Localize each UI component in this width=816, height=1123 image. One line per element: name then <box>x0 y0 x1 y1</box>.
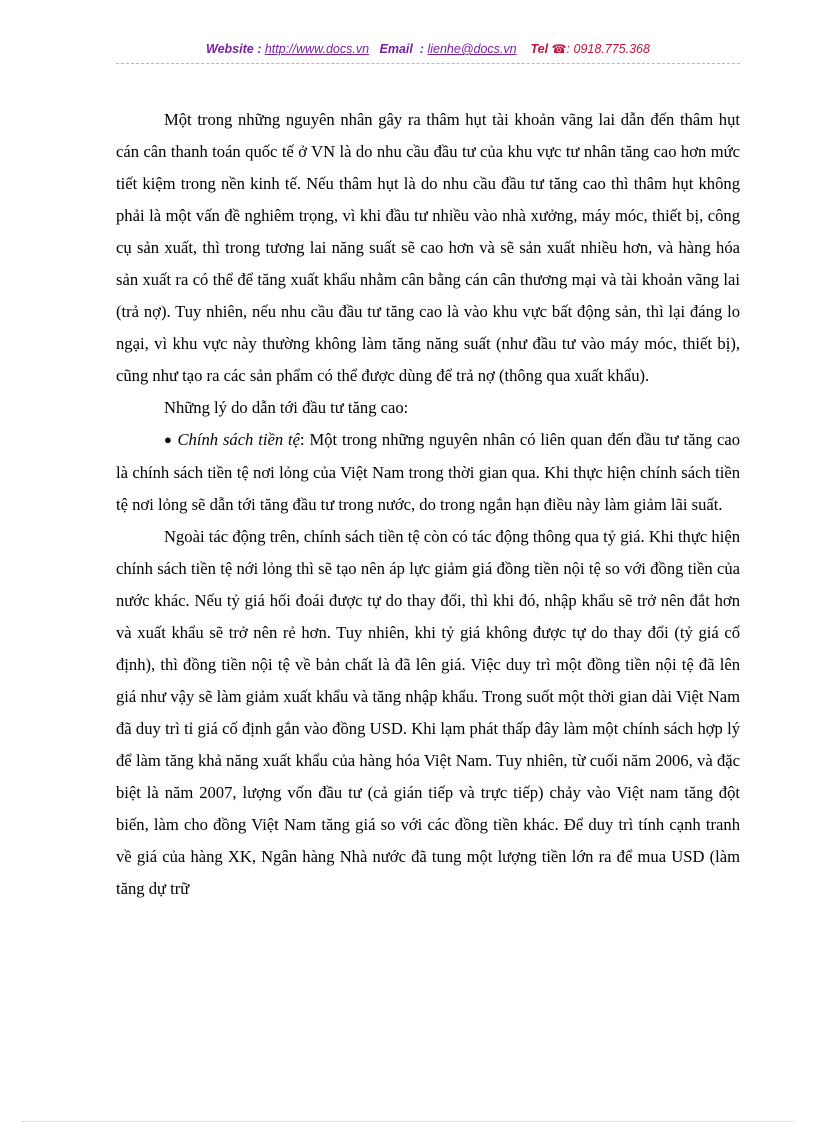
paragraph-3 <box>116 424 740 521</box>
email-label: Email <box>379 42 413 56</box>
tel-number: : 0918.775.368 <box>566 42 650 56</box>
tel-label: Tel <box>530 42 549 56</box>
paragraph-1: Một trong những nguyên nhân gây ra thâm hụt tài khoản vãng lai dẫn đến thâm hụt cán cân thanh toán quốc tế ở VN là do nhu cầu đầu tư của khu vực tư nhân tăng cao hơn mức tiết kiệm trong nền kinh tế. Nếu thâm hụt là do nhu cầu đầu tư tăng cao thì thâm hụt không phải là một vấn đề nghiêm trọng, vì khi đầu tư nhiều vào nhà xưởng, máy móc, thiết bị, công cụ sản xuất, thì trong tương lai năng suất sẽ cao hơn và sẽ sản xuất nhiều hơn, và hàng hóa sản xuất ra có thể để tăng xuất khẩu nhằm cân bằng cán cân thương mại và tài khoản vãng lai (trả nợ). Tuy nhiên, nếu nhu cầu đầu tư tăng cao là vào khu vực bất động sản, thì lại đáng lo ngại, vì khu vực này thường không làm tăng năng suất (như đầu tư vào máy móc, thiết bị), cũng như tạo ra các sản phẩm có thể được dùng để trả nợ (thông qua xuất khẩu). <box>116 110 740 385</box>
paragraph-2: Những lý do dẫn tới đầu tư tăng cao: <box>164 398 409 417</box>
bullet-icon: ● <box>164 432 173 447</box>
telephone-icon: ☎ <box>551 42 567 56</box>
email-link[interactable]: lienhe@docs.vn <box>427 42 517 56</box>
header-divider <box>116 63 740 64</box>
paragraph-4: Ngoài tác động trên, chính sách tiền tệ còn có tác động thông qua tỷ giá. Khi thực hiện chính sách tiền tệ nới lỏng thì sẽ tạo nên áp lực giảm giá đồng tiền nội tệ so với đồng tiền của nước khác. Nếu tỷ giá hối đoái được tự do thay đổi, thì khi đó, nhập khẩu sẽ trở nên đắt hơn và xuất khẩu sẽ trở nên rẻ hơn. Tuy nhiên, khi tỷ giá không được tự do thay đổi (tỷ giá cố định), thì đồng tiền nội tệ về bản chất là đã lên giá. Việc duy trì một đồng tiền nội tệ đã lên giá như vậy sẽ làm giảm xuất khẩu và tăng nhập khẩu. Trong suốt một thời gian dài Việt Nam đã duy trì tỉ giá cố định gắn vào đồng USD. Khi lạm phát thấp đây làm một chính sách hợp lý để làm tăng khả năng xuất khẩu của hàng hóa Việt Nam. Tuy nhiên, từ cuối năm 2006, và đặc biệt là năm 2007, lượng vốn đầu tư (cả gián tiếp và trực tiếp) chảy vào Việt nam tăng đột biến, làm cho đồng Việt Nam tăng giá so với các đồng tiền khác. Để duy trì tính cạnh tranh về giá của hàng XK, Ngân hàng Nhà nước đã tung một lượng tiền lớn ra để mua USD (làm tăng dự trữ <box>116 527 740 898</box>
document-body <box>116 104 740 905</box>
email-separator: : <box>419 42 424 56</box>
footer-divider <box>22 1121 794 1122</box>
website-link[interactable]: http://www.docs.vn <box>264 42 370 56</box>
website-label: Website : <box>206 42 262 56</box>
page-header <box>116 42 740 56</box>
paragraph-3-text: : Một trong những nguyên nhân có liên quan đến đầu tư tăng cao là chính sách tiền tệ nơi lỏng của Việt Nam trong thời gian qua. Khi thực hiện chính sách tiền tệ nơi lỏng sẽ dẫn tới tăng đầu tư trong nước, do trong ngắn hạn điều này làm giảm lãi suất. <box>116 430 740 514</box>
monetary-policy-term: Chính sách tiền tệ <box>177 430 300 449</box>
